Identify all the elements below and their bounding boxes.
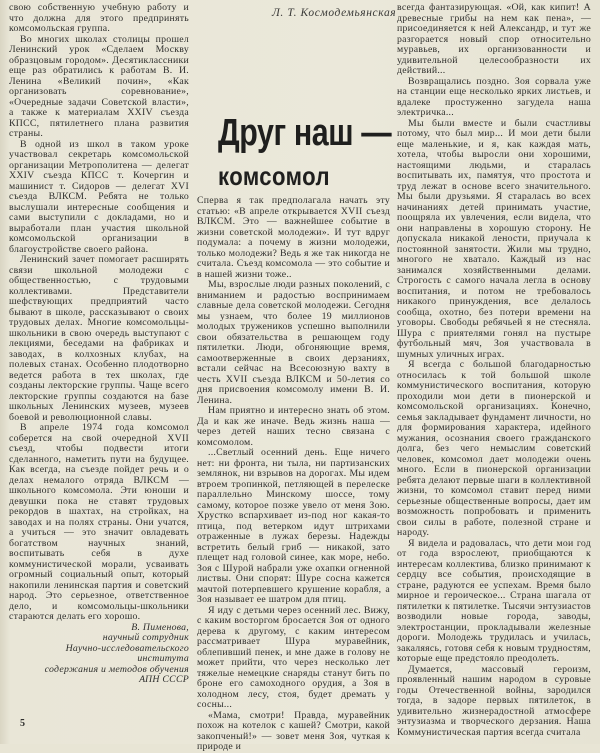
paragraph: Возвращались поздно. Зоя сорвала уже на станции еще несколько ярких листьев, и вдалеке простуженно загудела наша электричка... (397, 75, 591, 118)
signature-institute: содержания и методов обучения (44, 663, 189, 675)
page-number: 5 (20, 718, 25, 729)
paragraph: Мы, взрослые люди разных поколений, с вниманием и радостью воспринимаем славные дела советской молодежи. Сегодня мы узнаем, что более 19 миллионов молодых тружеников успешно выполнили свои обязательства в решающем году пятилетки. Люди, обгоняющие время, самоотверженные в своих дерзаниях, встали сейчас на Всесоюзную вахту в честь XVII съезда ВЛКСМ и 50-летия со дня присвоения комсомолу имени В. И. Ленина. (197, 279, 390, 406)
paragraph: Мы были вместе и были счастливы потому, что был мир... И мои дети были еще маленькие, и я, как каждая мать, хотела, чтобы выросли они хорошими, настоящими людьми, и старалась воспитывать их, памятуя, что простота и труд лежат в основе всего значительного. Мы были друзьями. Я старалась во всех начинаниях детей принимать участие, поощряла их увлечения, если видела, что они направлены в хорошую сторону. Не допускала никакой лености, приучала к постоянной занятости. Жили мы трудно, многого не хватало. Каждый из нас занимался хозяйственными делами. Строгость с самого начала легла в основу воспитания, и потом не требовалось никакого принуждения, все делалось сообща, охотно, без потери времени на уговоры. Свободы ребячьей я не стесняла. Шура с приятелями гонял на пустыре футбольный мяч, Зоя участвовала в шумных уличных играх. (397, 117, 591, 360)
paragraph: Я всегда с большой благодарностью относилась к той большой школе коммунистического воспитания, которую проходили мои дети в пионерской и комсомольской организациях. Конечно, семья закладывает фундамент личности, но для формирования характера, идейного мужания, осознания своего гражданского долга, без чего немыслим советский человек, комсомол дает молодежи очень много. Если в пионерской организации ребята делают первые шаги в коллективной жизни, то комсомол ставит перед ними серьезные общественные вопросы, дает им возможность попробовать и применить свои силы в работе, полезной стране и народу. (397, 359, 591, 538)
paragraph: Во многих школах столицы прошел Ленинский урок «Сделаем Москву образцовым городом». Десятиклассники еще раз обратились к работам В. И. Ленина «Великий почин», «Как организовать соревнование», «Очередные задачи Советской власти», а также к материалам XXIV съезда КПСС, пятилетнего плана развития страны. (9, 33, 189, 139)
left-column (9, 3, 189, 686)
paragraph: Сперва я так предполагала начать эту статью: «В апреле открывается XVII съезд ВЛКСМ. Это — важнейшее событие в жизни советской молодежи». И тут вдруг подумала: а почему в жизни молодежи, только молодежи? Ведь я же так никогда не считала. Съезд комсомола — это событие и в нашей жизни тоже.. (197, 195, 390, 280)
paragraph: «Мама, смотри! Правда, муравейник похож на котелок с кашей? Смотри, какой закопченый!» — зовет меня Зоя, чуткая к природе и (197, 709, 390, 752)
signature-block (9, 623, 189, 686)
paragraph: В апреле 1974 года комсомол соберется на свой очередной XVII съезд, чтобы подвести итоги сделанного, наметить пути на будущее. Как всегда, на съезде пойдет речь и о делах немалого отряда ВЛКСМ — школьного комсомола. Эти юноши и девушки пока не ставят трудовых рекордов в шахтах, на стройках, на заводах и на полях страны. Они учатся, а учиться — это значит овладевать богатством научных знаний, воспитывать себя в духе коммунистической морали, усваивать огромный социальный опыт, который накопили ленинская партия и советский народ. Это серьезное, ответственное дело, и комсомольцы-школьники стараются делать его хорошо. (9, 422, 189, 622)
signature-institute: института (137, 653, 189, 664)
paragraph: ...Светлый осенний день. Еще ничего нет: ни фронта, ни тыла, ни партизанских землянок, ни взрывов на дорогах. Мы идем втроем тропинкой, петляющей в перелеске параллельно Минскому шоссе, тому самому, которое позже увело от меня Зою. Хрустко вспархивает из-под ног какая-то птица, под ветерком идут штрихами отраженные в лужах березы. Надежды встретить белый гриб — никакой, зато плещет над головой синее, как море, небо. Зоя с Шурой набрали уже охапки огненной листвы. Они спорят: Шуре сосна кажется мачтой потерпевшего крушение корабля, а Зоя называет ее шатром для птиц. (197, 447, 390, 605)
middle-column (197, 196, 390, 753)
signature-academy: АПН СССР (139, 674, 189, 685)
right-column (397, 3, 591, 738)
paragraph: В одной из школ в таком уроке участвовал секретарь комсомольской организации Метрополитена — делегат XXIV съезда КПСС т. Кочергин и машинист т. Сидоров — делегат XVI съезда ВЛКСМ. Ребята не только выслушали интересные сообщения и сами выступили с докладами, но и выработали план участия школьной комсомольской организации в благоустройстве своего района. (9, 138, 189, 255)
article-title: Друг наш — (218, 112, 392, 154)
paragraph: всегда фантазирующая. «Ой, как кипит! А древесные грибы на нем как пена», — присоединяется к ней Александр, и тут же разгорается новый спор относительно муравьев, их организованности и удивительной целесообразности их действий... (397, 2, 591, 76)
paragraph: свою собственную учебную работу и что должна для этого предпринять комсомольская группа. (9, 2, 189, 34)
paragraph: Нам приятно и интересно знать об этом. Да и как же иначе. Ведь жизнь наша — через детей наших тесно связана с комсомолом. (197, 405, 390, 448)
signature-position: научный сотрудник (102, 632, 189, 643)
paragraph: Думается, массовый героизм, проявленный нашим народом в суровые годы Отечественной войны, зародился тогда, в задоре первых пятилеток, в удивительно жизнерадостной атмосфере энтузиазма и творческого дерзания. Наша Коммунистическая партия всегда считала (397, 663, 591, 738)
article-title-line2: комсомол (218, 161, 330, 191)
signature-institute: Научно-исследовательского (65, 642, 189, 654)
signature-name: В. Пименова, (131, 621, 189, 633)
paragraph: Я иду с детьми через осенний лес. Вижу, с каким восторгом бросается Зоя от одного дерева к другому, с каким интересом рассматривает Шура муравейник, облепивший пенек, и мне даже в голову не может прийти, что через несколько лет тяжелые немецкие снаряды станут бить по броне его самоходного орудия, а Зоя в холодном лесу, стоя, будет дремать у сосны... (197, 604, 390, 710)
paragraph: Я видела и радовалась, что дети мои год от года взрослеют, приобщаются к интересам коллектива, близко принимают к сердцу все события, происходящие в стране, радуются ее успехам. Время было мирное и героическое... Страна шагала от пятилетки к пятилетке. Тысячи энтузиастов возводили новые города, заводы, электростанции, прокладывали железные дороги. Молодежь трудилась и училась, закаляясь, готовя себя к новым трудностям, которые еще предстояло преодолеть. (397, 537, 591, 664)
paragraph: Ленинский зачет помогает расширять связи школьной молодежи с общественностью, с трудовыми коллективами. Представители шефствующих предприятий часто бывают в школе, рассказывают о своих трудовых делах. Многие комсомольцы-школьники в свою очередь выступают с лекциями, беседами на фабриках и заводах, в колхозных клубах, на полевых станах. Особенно плодотворно ведется работа в тех школах, где созданы лекторские группы. Чаще всего лекторские группы создаются на базе школьных Ленинских музеев, музеев боевой и революционной славы. (9, 254, 189, 423)
article-author: Л. Т. Космодемьянская (272, 7, 397, 19)
